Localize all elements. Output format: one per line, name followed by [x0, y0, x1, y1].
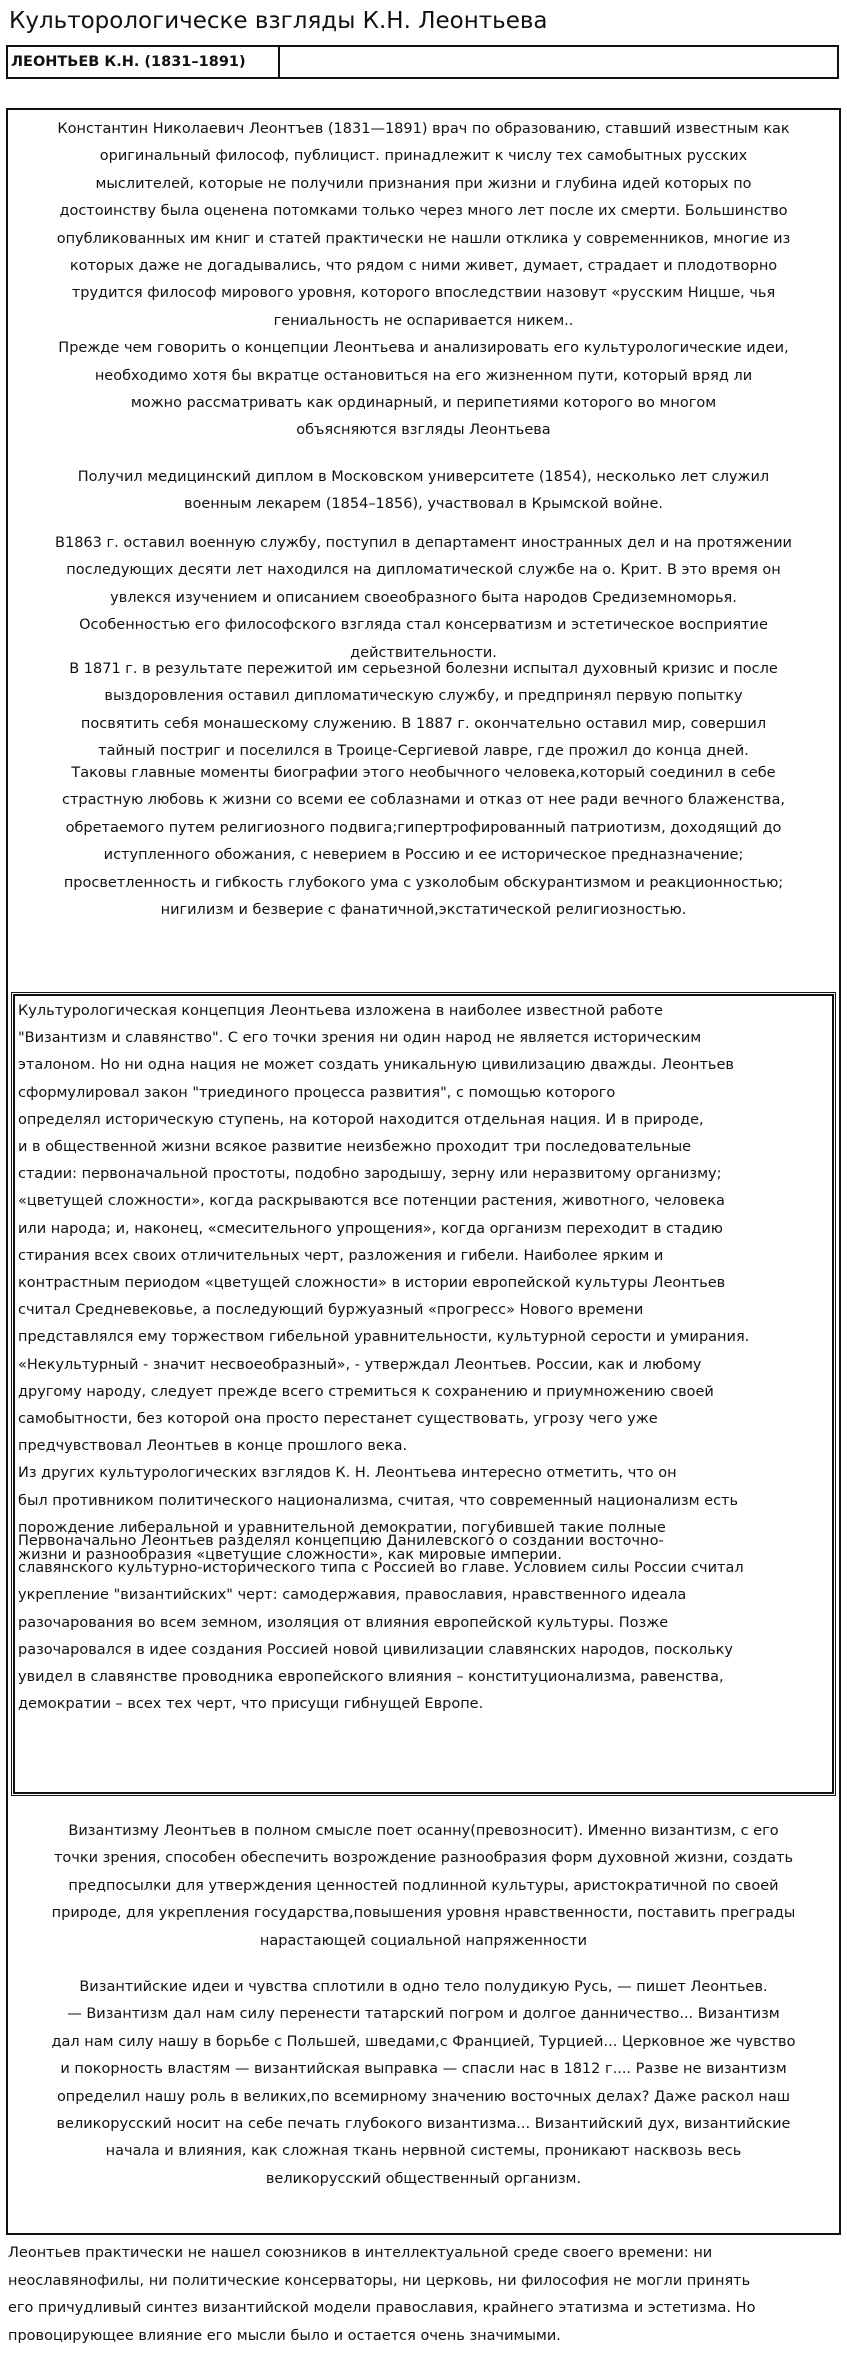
byzantism-quote-paragraph: Византийские идеи и чувства сплотили в одно тело полудикую Русь, — пишет Леонтьев. — Византизм дал нам силу перенести татарский погром и долгое данничество... Византизм дал нам силу нашу в борьбе с Польшей, шведами,с Францией, Турцией... Церковное же чувство и покорность властям — византийская выправка — спасли нас в 1812 г.... Разве не византизм определил нашу роль в великих,по всемирному значению восточных делах? Даже раскол наш великорусский носит на себе печать глубокого византизма... Византийский дух, византийские начала и влияния, как сложная ткань нервной системы, проникают насквозь весь великорусский общественный организм. [51, 1979, 796, 2187]
page-title: Культорологическе взгляды К.Н. Леонтьева [9, 8, 548, 34]
biography-monastic-paragraph: В 1871 г. в результате пережитой им серьезной болезни испытал духовный кризис и после выздоровления оставил дипломатическую службу, и предпринял первую попытку посвятить себя монашескому служению. В 1887 г. окончательно оставил мир, совершил тайный постриг и поселился в Троице-Сергиевой лавре, где прожил до конца дней. [69, 661, 778, 760]
biography-summary-paragraph: Таковы главные моменты биографии этого необычного человека,который соединил в себе страстную любовь к жизни со всеми ее соблазнами и отказ от нее ради вечного блаженства, обретаемого путем религиозного подвига;гипертрофированный патриотизм, доходящий до иступленного обожания, с неверием в Россию и ее историческое предназначение; просветленность и гибкость глубокого ума с узколобым обскурантизмом и реакционностью; нигилизм и безверие с фанатичной,экстатической религиозностью. [62, 765, 785, 919]
header-label: ЛЕОНТЬЕВ К.Н. (1831–1891) [8, 47, 280, 77]
concept-paragraph: Культурологическая концепция Леонтьева изложена в наиболее известной работе "Византизм и славянство". С его точки зрения ни один народ не является историческим эталоном. Но ни одна нация не может создать уникальную цивилизацию дважды. Леонтьев сформулировал закон "триединого процесса развития", с помощью которого определял историческую ступень, на которой находится отдельная нация. И в природе, и в общественной жизни всякое развитие неизбежно проходит три последовательные стадии: первоначальной простоты, подобно зародышу, зерну или неразвитому организму; «цветущей сложности», когда раскрываются все потенции растения, животного, человека или народа; и, наконец, «смесительного упрощения», когда организм переходит в стадию стирания всех своих отличительных черт, разложения и гибели. Наиболее ярким и контрастным периодом «цветущей сложности» в истории европейской культуры Леонтьев считал Средневековье, а последующий буржуазный «прогресс» Нового времени представлялся ему торжеством гибельной уравнительности, культурной серости и умирания. «Некультурный - значит несвоеобразный», - утверждал Леонтьев. России, как и любому другому народу, следует прежде всего стремиться к сохранению и приумножению своей самобытности, без которой она просто перестанет существовать, угрозу чего уже предчувствовал Леонтьев в конце прошлого века. Из других культурологических взглядов К. Н. Леонтьева интересно отметить, что он был противником политического национализма, считая, что современный национализм есть порождение либеральной и уравнительной демократии, погубившей такие полные жизни и разнообразия «цветущие сложности», как мировые империи. [18, 1003, 750, 1564]
biography-education-paragraph: Получил медицинский диплом в Московском университете (1854), несколько лет служил военным лекарем (1854–1856), участвовал в Крымской войне. [77, 469, 770, 513]
byzantism-paragraph: Византизму Леонтьев в полном смысле поет осанну(превозносит). Именно византизм, с его точки зрения, способен обеспечить возрождение разнообразия форм духовной жизни, создать предпосылки для утверждения ценностей подлинной культуры, аристократичной по своей природе, для укрепления государства,повышения уровня нравственности, поставить преграды нарастающей социальной напряженности [51, 1823, 796, 1949]
footer-paragraph: Леонтьев практически не нашел союзников в интеллектуальной среде своего времени: ни неославянофилы, ни политические консерваторы, ни церковь, ни философия не могли принять его причудливый синтез византийской модели православия, крайнего этатизма и эстетизма. Но провоцирующее влияние его мысли было и остается очень значимыми. [8, 2245, 756, 2344]
concept-box [13, 994, 834, 1794]
biography-diplomacy-paragraph: В1863 г. оставил военную службу, поступил в департамент иностранных дел и на протяжении последующих десяти лет находился на дипломатической службе на о. Крит. В это время он увлекся изучением и описанием своеобразного быта народов Средиземноморья. Особенностью его философского взгляда стал консерватизм и эстетическое восприятие действительности. [55, 535, 792, 661]
danilevsky-paragraph: Первоначально Леонтьев разделял концепцию Данилевского о создании восточно- славянского культурно-исторического типа с Россией во главе. Условием силы России считал укрепление "византийских" черт: самодержавия, православия, нравственного идеала разочарования во всем земном, изоляция от влияния европейской культуры. Позже разочаровался в идее создания Россией новой цивилизации славянских народов, поскольку увидел в славянстве проводника европейского влияния – конституционализма, равенства, демократии – всех тех черт, что присущи гибнущей Европе. [18, 1533, 744, 1713]
main-content-box [6, 108, 841, 2235]
biography-intro-paragraph: Константин Николаевич Леонтъев (1831—1891) врач по образованию, ставший известным как оригинальный философ, публицист. принадлежит к числу тех самобытных русских мыслителей, которые не получили признания при жизни и глубина идей которых по достоинству была оценена потомками только через много лет после их смерти. Большинство опубликованных им книг и статей практически не нашли отклика у современников, многие из которых даже не догадывались, что рядом с ними живет, думает, страдает и плодотворно трудится философ мирового уровня, которого впоследствии назовут «русским Ницше, чья гениальность не оспаривается никем.. Прежде чем говорить о концепции Леонтьева и анализировать его культурологические идеи, необходимо хотя бы вкратце остановиться на его жизненном пути, который вряд ли можно рассматривать как ординарный, и перипетиями которого во многом объясняются взгляды Леонтьева [56, 121, 791, 439]
header-box [6, 45, 839, 79]
